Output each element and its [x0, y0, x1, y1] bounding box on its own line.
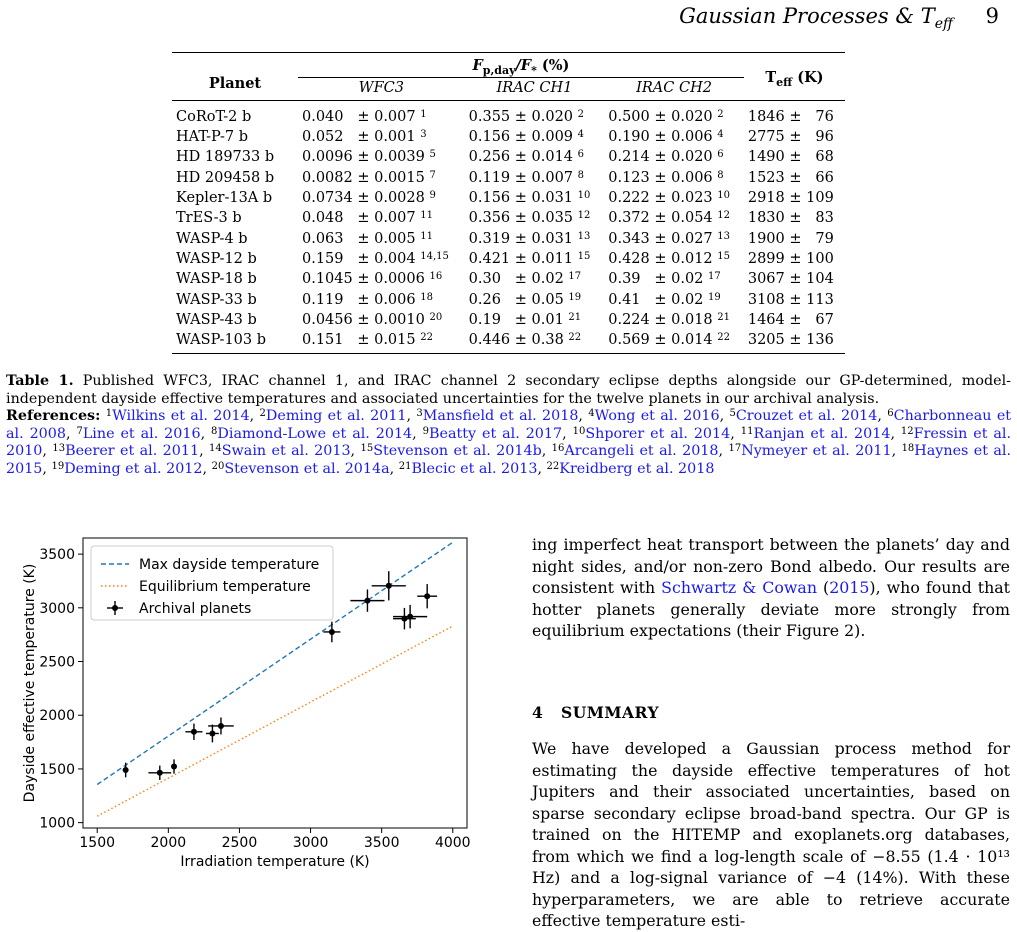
y-tick-label: 2500	[39, 654, 75, 671]
ref-number: 21	[398, 460, 412, 472]
ref-link[interactable]: Wong et al. 2016	[594, 408, 720, 424]
ref-link[interactable]: Deming et al. 2011	[265, 408, 407, 424]
col-ch1: IRAC CH1	[465, 77, 605, 100]
cell-ch2: 0.190 ± 0.006 $^4$	[608, 129, 724, 146]
paragraph-1: ing imperfect heat transport between the planets’ day and night sides, and/or non-zero Bond albedo. Our results are consistent with Schwartz & Cowan (2015), who found that hotter planets generally deviate more strongly from equilibrium expectations (their Figure 2).	[532, 535, 1011, 640]
data-point	[123, 763, 129, 778]
x-tick-label: 2000	[150, 835, 187, 851]
ref-number: 10	[572, 425, 586, 437]
header-title: Gaussian Processes & T	[679, 4, 935, 28]
table-row	[172, 100, 845, 127]
cell-ch2: 0.39 ± 0.02 $^{17}$	[608, 271, 721, 288]
ref-number: 3	[416, 408, 423, 419]
ref-link[interactable]: Wilkins et al. 2014	[112, 408, 250, 424]
ref-number: 14	[209, 443, 222, 454]
refs-label: References:	[6, 408, 101, 424]
citation-link[interactable]: Schwartz & Cowan	[661, 578, 818, 597]
ref-number: 8	[211, 425, 218, 437]
data-point	[393, 608, 416, 629]
ref-link[interactable]: Beatty et al. 2017	[429, 425, 563, 442]
cell-teff: 1846 ± 76	[747, 108, 834, 125]
ref-number: 9	[422, 425, 430, 437]
ref-number: 18	[901, 443, 915, 454]
cell-ch1: 0.355 ± 0.020 $^2$	[468, 108, 585, 125]
y-tick-label: 1000	[39, 815, 75, 832]
cell-teff: 1830 ± 83	[747, 210, 834, 227]
running-header	[679, 4, 999, 32]
ref-number: 20	[211, 460, 225, 472]
header-title-sub: eff	[934, 16, 953, 33]
cell-ch1: 0.30 ± 0.02 $^{17}$	[468, 271, 582, 288]
table-row	[172, 147, 845, 167]
cell-wfc3: 0.063 ± 0.005 $^{11}$	[302, 230, 433, 247]
ref-link[interactable]: Crouzet et al. 2014	[735, 408, 878, 424]
cell-wfc3: 0.151 ± 0.015 $^{22}$	[302, 332, 433, 349]
col-wfc3: WFC3	[298, 77, 465, 100]
cell-wfc3: 0.0082 ± 0.0015 $^7$	[302, 169, 436, 186]
cell-ch1: 0.156 ± 0.009 $^4$	[468, 129, 585, 146]
cell-teff: 1523 ± 66	[747, 169, 834, 186]
ref-number: 11	[740, 425, 754, 437]
y-tick-label: 3500	[39, 547, 75, 564]
cell-ch2: 0.214 ± 0.020 $^6$	[608, 149, 724, 166]
ref-number: 7	[76, 425, 83, 437]
table-row	[172, 290, 845, 310]
ref-link[interactable]: Kreidberg et al. 2018	[559, 460, 715, 477]
cell-wfc3: 0.040 ± 0.007 $^1$	[302, 108, 427, 125]
data-point	[417, 584, 437, 608]
cell-ch2: 0.41 ± 0.02 $^{19}$	[608, 291, 721, 308]
ref-number: 15	[360, 443, 374, 454]
point-marker	[424, 593, 430, 599]
caption-text: Published WFC3, IRAC channel 1, and IRAC channel 2 secondary eclipse depths alongside our GP-determined, model-independent dayside effective temperatures and associated uncertainties for the twelve planets in our archival analysis.	[6, 373, 1011, 407]
ref-number: 4	[588, 408, 595, 419]
ref-link[interactable]: Shporer et al. 2014	[585, 425, 731, 442]
ref-number: 13	[52, 443, 66, 454]
ref-link[interactable]: Charbonneau et al. 2008	[6, 408, 1012, 442]
ref-number: 17	[728, 443, 742, 454]
ref-number: 1	[105, 408, 113, 419]
paragraph-2: We have developed a Gaussian process method for estimating the dayside effective temperatures of hot Jupiters and their associated uncertainties, based on sparse secondary eclipse broad-band spectra. Our GP is trained on the HITEMP and exoplanets.org databases, from which we find a log-length scale of −8.55 (1.4 · 10¹³ Hz) and a log-signal variance of −4 (14%). With these hyperparameters, we are able to retrieve accurate effective temperature esti-	[532, 739, 1010, 930]
cell-wfc3: 0.0096 ± 0.0039 $^5$	[302, 149, 436, 166]
y-tick-label: 3000	[39, 600, 75, 617]
ref-number: 2	[259, 408, 266, 419]
point-marker	[386, 583, 392, 589]
data-point	[393, 605, 427, 628]
cell-ch1: 0.256 ± 0.014 $^6$	[468, 149, 585, 166]
cell-ch2: 0.343 ± 0.027 $^{13}$	[608, 230, 730, 247]
ref-link[interactable]: Fressin et al. 2010	[6, 425, 1012, 459]
table-row	[172, 249, 845, 269]
x-axis-label: Irradiation temperature (K)	[180, 854, 370, 870]
cell-planet: WASP-33 b	[176, 291, 257, 308]
cell-teff: 1490 ± 68	[747, 149, 834, 166]
cell-teff: 3205 ± 136	[747, 332, 834, 349]
x-tick-label: 3000	[292, 835, 329, 851]
data-point	[171, 759, 177, 773]
data-point	[372, 571, 406, 600]
legend-label: Equilibrium temperature	[139, 579, 311, 595]
cell-planet: WASP-12 b	[176, 250, 257, 267]
cell-ch1: 0.119 ± 0.007 $^8$	[468, 169, 585, 186]
cell-teff: 1900 ± 79	[747, 230, 834, 247]
point-marker	[209, 730, 215, 736]
cell-wfc3: 0.048 ± 0.007 $^{11}$	[302, 210, 433, 227]
cell-planet: CoRoT-2 b	[176, 108, 252, 125]
cell-wfc3: 0.052 ± 0.001 $^3$	[302, 129, 427, 146]
cell-ch2: 0.500 ± 0.020 $^2$	[608, 108, 724, 125]
col-planet: Planet	[172, 53, 298, 101]
point-marker	[364, 598, 370, 604]
cell-ch1: 0.446 ± 0.38 $^{22}$	[468, 332, 582, 349]
table-row	[172, 310, 845, 330]
x-tick-label: 1500	[79, 835, 116, 851]
page-number: 9	[985, 4, 999, 28]
table-caption	[6, 373, 1011, 478]
cell-ch2: 0.123 ± 0.006 $^8$	[608, 169, 724, 186]
cell-planet: WASP-43 b	[176, 311, 257, 328]
data-point	[185, 724, 202, 740]
cell-wfc3: 0.159 ± 0.004 $^{14,15}$	[302, 250, 449, 267]
ref-number: 5	[729, 408, 736, 419]
section-heading: 4 SUMMARY	[532, 703, 660, 722]
cell-planet: TrES-3 b	[176, 210, 242, 227]
cell-ch2: 0.224 ± 0.018 $^{21}$	[608, 311, 730, 328]
point-marker	[123, 767, 129, 773]
table-row	[172, 229, 845, 249]
ref-link[interactable]: Mansfield et al. 2018	[422, 408, 579, 424]
point-marker	[171, 763, 177, 769]
ref-number: 19	[51, 460, 65, 472]
data-point	[323, 622, 340, 643]
cell-ch1: 0.356 ± 0.035 $^{12}$	[468, 210, 591, 227]
table-row	[172, 168, 845, 188]
cell-ch2: 0.222 ± 0.023 $^{10}$	[608, 190, 730, 207]
table-body	[172, 100, 845, 354]
cell-teff: 3108 ± 113	[747, 291, 834, 308]
ref-link[interactable]: Deming et al. 2012	[64, 460, 203, 477]
cell-ch1: 0.421 ± 0.011 $^{15}$	[468, 250, 591, 267]
cell-ch2: 0.372 ± 0.054 $^{12}$	[608, 210, 730, 227]
cell-ch1: 0.26 ± 0.05 $^{19}$	[468, 291, 582, 308]
caption-label: Table 1.	[6, 373, 74, 389]
citation-year-link[interactable]: 2015	[829, 578, 870, 597]
col-teff: $T_{eff}$ (K)	[744, 53, 845, 101]
legend-label: Archival planets	[139, 601, 252, 617]
y-axis-label: Dayside effective temperature (K)	[22, 563, 38, 803]
x-tick-label: 4000	[434, 835, 471, 851]
x-tick-label: 2500	[221, 835, 258, 851]
equilibrium-line	[97, 626, 453, 816]
cell-planet: WASP-18 b	[176, 271, 257, 288]
cell-teff: 3067 ± 104	[747, 271, 834, 288]
cell-wfc3: 0.0734 ± 0.0028 $^9$	[302, 190, 436, 207]
cell-ch1: 0.156 ± 0.031 $^{10}$	[468, 190, 591, 207]
ref-link[interactable]: Arcangeli et al. 2018	[564, 443, 719, 459]
cell-planet: HD 189733 b	[176, 149, 275, 166]
ref-number: 16	[551, 443, 565, 454]
point-marker	[407, 614, 413, 620]
cell-teff: 2918 ± 109	[747, 190, 834, 207]
cell-planet: HAT-P-7 b	[176, 129, 249, 146]
cell-ch1: 0.319 ± 0.031 $^{13}$	[468, 230, 591, 247]
table-row	[172, 269, 845, 289]
ref-number: 6	[887, 408, 894, 419]
cell-wfc3: 0.0456 ± 0.0010 $^{20}$	[302, 311, 443, 328]
ref-link[interactable]: Stevenson et al. 2014b	[373, 443, 542, 459]
table-row	[172, 127, 845, 147]
point-marker	[191, 729, 197, 735]
point-marker	[218, 723, 224, 729]
cell-ch1: 0.19 ± 0.01 $^{21}$	[468, 311, 582, 328]
ref-link[interactable]: Ranjan et al. 2014	[753, 425, 891, 442]
ref-link[interactable]: Diamond-Lowe et al. 2014	[217, 425, 413, 442]
cell-planet: WASP-103 b	[176, 332, 267, 349]
ref-number: 22	[546, 460, 560, 472]
point-marker	[157, 770, 163, 776]
legend-label: Max dayside temperature	[139, 557, 320, 573]
col-ch2: IRAC CH2	[604, 77, 744, 100]
x-tick-label: 3500	[363, 835, 400, 851]
y-tick-label: 2000	[39, 708, 75, 725]
cell-wfc3: 0.1045 ± 0.0006 $^{16}$	[302, 271, 443, 288]
ref-link[interactable]: Nymeyer et al. 2011	[741, 443, 892, 459]
ref-link[interactable]: Blecic et al. 2013	[411, 460, 538, 477]
cell-planet: HD 209458 b	[176, 169, 275, 186]
refs-list: $^1$Wilkins et al. 2014, $^2$Deming et al. 2011, $^3$Mansfield et al. 2018, $^4$Wong et al. 2016, $^5$Crouzet et al. 2014, $^6$Charbonneau et al. 2008, $^7$Line et al. 2016, $^8$Diamond-Lowe et al. 2014, $^9$Beatty et al. 2017, $^{10}$Shporer et al. 2014, $^{11}$Ranjan et al. 2014, $^{12}$Fressin et al. 2010, $^{13}$Beerer et al. 2011, $^{14}$Swain et al. 2013, $^{15}$Stevenson et al. 2014b, $^{16}$Arcangeli et al. 2018, $^{17}$Nymeyer et al. 2011, $^{18}$Haynes et al. 2015, $^{19}$Deming et al. 2012, $^{20}$Stevenson et al. 2014a, $^{21}$Blecic et al. 2013, $^{22}$Kreidberg et al. 2018	[6, 408, 1012, 477]
ref-link[interactable]: Stevenson et al. 2014a	[224, 460, 390, 477]
legend	[91, 546, 333, 620]
table-row	[172, 208, 845, 228]
cell-teff: 2775 ± 96	[747, 129, 834, 146]
legend-marker-dot	[112, 605, 118, 611]
ref-link[interactable]: Line et al. 2016	[82, 425, 201, 442]
table-row	[172, 188, 845, 208]
data-table	[172, 52, 845, 354]
point-marker	[329, 629, 335, 635]
cell-planet: WASP-4 b	[176, 230, 248, 247]
cell-teff: 2899 ± 100	[747, 250, 834, 267]
ref-number: 12	[900, 425, 914, 437]
cell-wfc3: 0.119 ± 0.006 $^{18}$	[302, 291, 433, 308]
scatter-chart	[0, 528, 480, 883]
data-point	[206, 725, 219, 743]
col-group-flux: $F_{p,day}/F_*$ (%)	[298, 53, 744, 78]
cell-teff: 1464 ± 67	[747, 311, 834, 328]
ref-link[interactable]: Swain et al. 2013	[221, 443, 351, 459]
y-tick-label: 1500	[39, 761, 75, 778]
table-row	[172, 330, 845, 354]
cell-ch2: 0.428 ± 0.012 $^{15}$	[608, 250, 730, 267]
ref-link[interactable]: Haynes et al. 2015	[6, 443, 1012, 477]
ref-link[interactable]: Beerer et al. 2011	[65, 443, 200, 459]
cell-ch2: 0.569 ± 0.014 $^{22}$	[608, 332, 730, 349]
cell-planet: Kepler-13A b	[176, 190, 273, 207]
